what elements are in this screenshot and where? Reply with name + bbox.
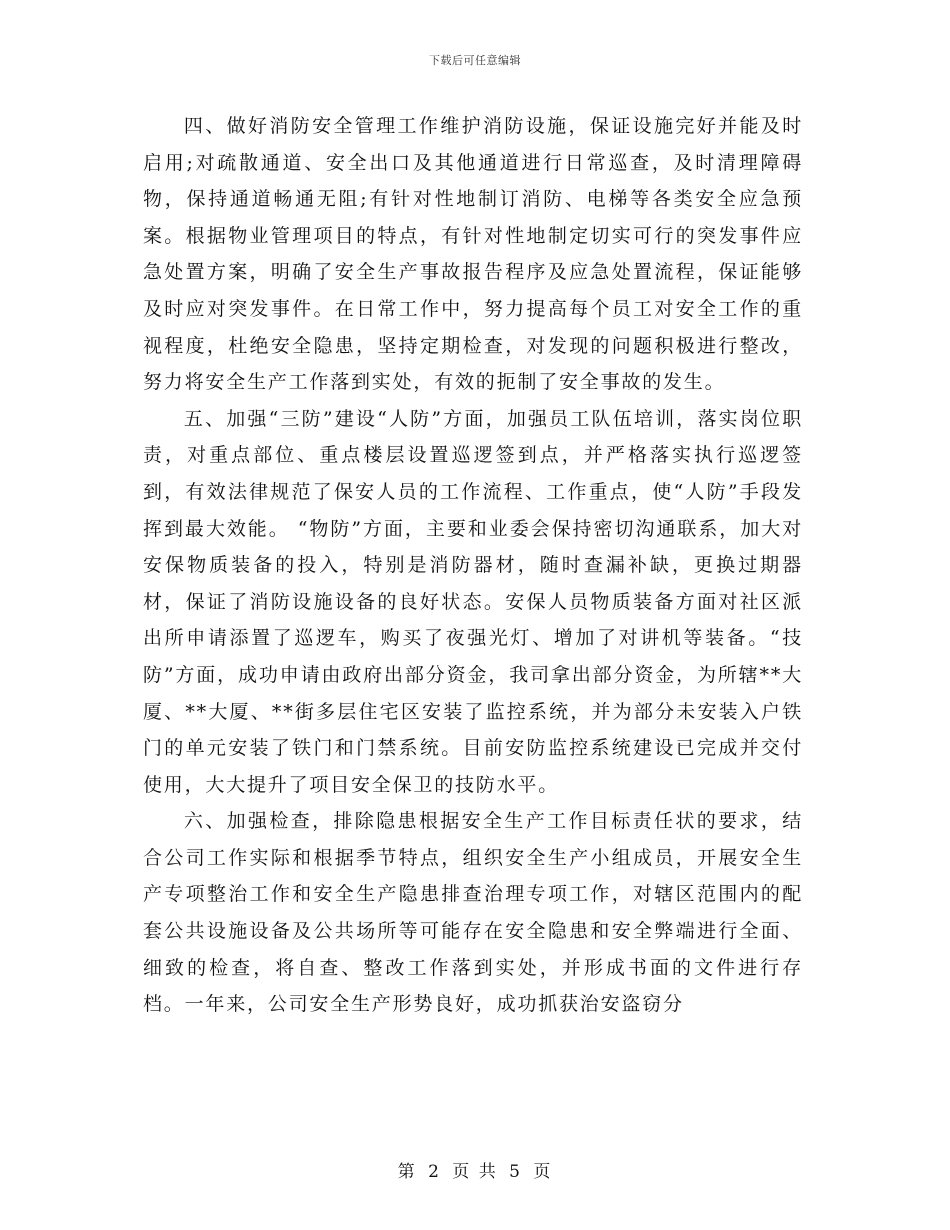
footer-prefix: 第 <box>397 1162 417 1182</box>
footer-middle: 页 共 <box>452 1162 498 1182</box>
footer-total-pages: 5 <box>509 1162 522 1182</box>
page-footer <box>0 1157 950 1182</box>
paragraph-fire-safety: 四、做好消防安全管理工作维护消防设施，保证设施完好并能及时启用;对疏散通道、安全出口及其他通道进行日常巡查，及时清理障碍物，保持通道畅通无阻;有针对性地制订消防、电梯等各类安全应急预案。根据物业管理项目的特点，有针对性地制定切实可行的突发事件应急处置方案，明确了安全生产事故报告程序及应急处置流程，保证能够及时应对突发事件。在日常工作中，努力提高每个员工对安全工作的重视程度，杜绝安全隐患，坚持定期检查，对发现的问题积极进行整改，努力将安全生产工作落到实处，有效的扼制了安全事故的发生。 <box>143 115 803 394</box>
footer-page-number: 2 <box>428 1162 441 1182</box>
footer-suffix: 页 <box>533 1162 553 1182</box>
document-body <box>143 108 803 1023</box>
paragraph-inspection: 六、加强检查，排除隐患根据安全生产工作目标责任状的要求，结合公司工作实际和根据季节特点，组织安全生产小组成员，开展安全生产专项整治工作和安全生产隐患排查治理专项工作，对辖区范围内的配套公共设施设备及公共场所等可能存在安全隐患和安全弊端进行全面、细致的检查，将自查、整改工作落到实处，并形成书面的文件进行存档。一年来，公司安全生产形势良好，成功抓获治安盗窃分 <box>143 810 803 1016</box>
paragraph-three-defenses: 五、加强“三防”建设“人防”方面，加强员工队伍培训，落实岗位职责，对重点部位、重点楼层设置巡逻签到点，并严格落实执行巡逻签到，有效法律规范了保安人员的工作流程、工作重点，使“人防”手段发挥到最大效能。 “物防”方面，主要和业委会保持密切沟通联系，加大对安保物质装备的投入，特别是消防器材，随时查漏补缺，更换过期器材，保证了消防设施设备的良好状态。安保人员物质装备方面对社区派出所申请添置了巡逻车，购买了夜强光灯、增加了对讲机等装备。“技防”方面，成功申请由政府出部分资金，我司拿出部分资金，为所辖**大厦、**大厦、**街多层住宅区安装了监控系统，并为部分未安装入户铁门的单元安装了铁门和门禁系统。目前安防监控系统建设已完成并交付使用，大大提升了项目安全保卫的技防水平。 <box>143 407 803 796</box>
page-header: 下载后可任意编辑 <box>429 54 521 67</box>
